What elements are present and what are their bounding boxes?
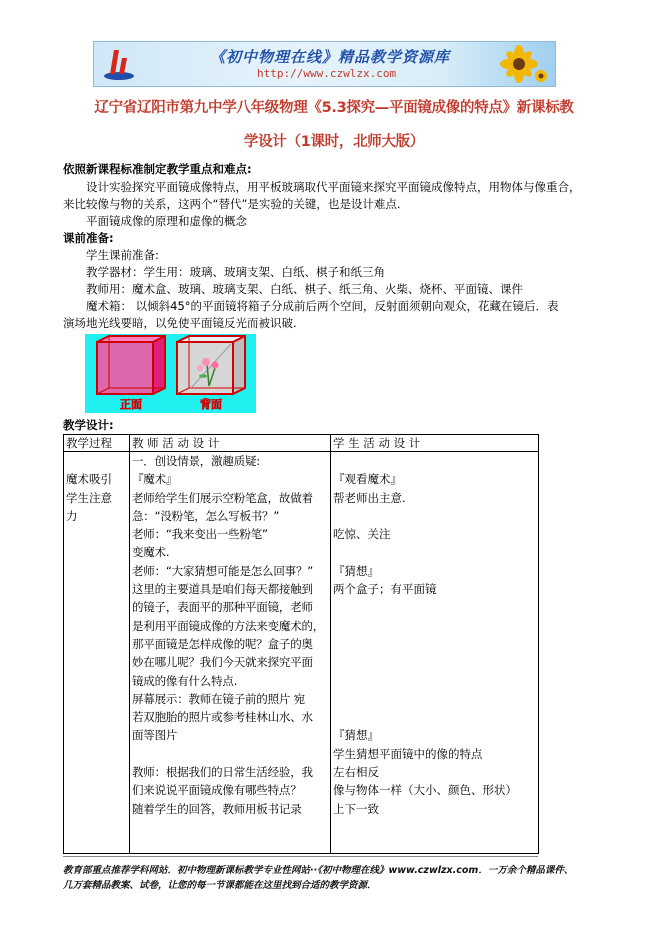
student-line — [333, 452, 536, 470]
preparation-heading: 课前准备: — [63, 231, 114, 245]
key-points-text: 来比较像与物的关系，这两个“替代”是实验的关键，也是设计难点. — [63, 197, 401, 211]
teacher-line: 镜成的像有什么特点. — [132, 673, 238, 688]
teacher-activity-cell — [130, 452, 331, 854]
teacher-line: 教师：根据我们的日常生活经验，我 — [132, 765, 313, 780]
student-line: 上下一致 — [333, 801, 379, 816]
back-label: 背面 — [200, 398, 222, 411]
column-header: 教学过程 — [64, 435, 130, 452]
key-points-heading: 依照新课程标准制定教学重点和难点: — [63, 162, 252, 176]
preparation-text: 教师用：魔术盒、玻璃、玻璃支架、白纸、棋子、纸三角、火柴、烧杯、平面镜、课件 — [86, 282, 523, 296]
teacher-line: 『魔术』 — [132, 472, 178, 487]
student-line: 学生猜想平面镜中的像的特点 — [333, 746, 483, 761]
student-line — [333, 598, 536, 616]
document-title-line-1: 辽宁省辽阳市第九中学八年级物理《5.3探究—平面镜成像的特点》新课标教 — [94, 100, 574, 116]
column-header: 教 师 活 动 设 计 — [130, 435, 331, 452]
teacher-line: 一．创设情景，激趣质疑: — [132, 454, 260, 468]
teacher-line: 急：“没粉笔，怎么写板书？” — [132, 508, 280, 523]
student-line — [333, 672, 536, 690]
key-points-text: 平面镜成像的原理和虚像的概念 — [86, 214, 247, 228]
banner-url[interactable]: http://www.czwlzx.com — [257, 67, 397, 80]
design-heading: 教学设计: — [63, 418, 114, 432]
teacher-line: 老师：“大家猜想可能是怎么回事？” — [132, 563, 314, 578]
teacher-line: 面等图片 — [132, 728, 178, 743]
key-points-text: 设计实验探究平面镜成像特点，用平板玻璃取代平面镜来探究平面镜成像特点，用物体与像重合， — [86, 180, 581, 194]
student-line — [333, 543, 536, 561]
teacher-line: 老师：“我来变出一些粉笔” — [132, 527, 268, 542]
teacher-line: 是利用平面镜成像的方法来变魔术的， — [132, 618, 325, 633]
stage-line: 学生注意 — [66, 490, 112, 505]
magic-box-back — [177, 336, 245, 394]
student-line: 左右相反 — [333, 765, 379, 780]
footer-divider — [63, 856, 538, 857]
sunflower-icon — [489, 44, 549, 84]
student-line — [333, 635, 536, 653]
lesson-plan-table — [63, 434, 539, 854]
preparation-text: 学生课前准备: — [86, 248, 159, 262]
student-line: 吃惊、关注 — [333, 527, 391, 542]
magic-box-figure — [85, 334, 256, 413]
student-line: 两个盒子；有平面镜 — [333, 582, 437, 597]
student-line: 像与物体一样（大小、颜色、形状） — [333, 783, 517, 798]
student-line — [333, 690, 536, 708]
site-logo-icon — [102, 46, 136, 82]
front-label: 正面 — [120, 398, 142, 411]
preparation-text: 演场地光线要暗，以免使平面镜反光而被识破. — [63, 316, 297, 330]
magic-box-front — [97, 336, 165, 394]
document-title-line-2: 学设计（1课时，北师大版） — [243, 134, 425, 150]
teacher-line: 老师给学生们展示空粉笔盒，故做着 — [132, 490, 313, 505]
header-banner — [93, 41, 556, 87]
banner-title: 《初中物理在线》精品教学资源库 — [210, 48, 451, 66]
student-line — [333, 708, 536, 726]
student-line: 『猜想』 — [333, 563, 379, 578]
footer-line: 教育部重点推荐学科网站．初中物理新课标教学专业性网站··《初中物理在线》www.czwlzx.com．一万余个精品课件、 — [63, 865, 574, 876]
student-line — [333, 617, 536, 635]
table-row — [64, 452, 539, 854]
teacher-line: 若双胞胎的照片或参考桂林山水、水 — [132, 710, 313, 725]
teacher-line: 们来说说平面镜成像有哪些特点？ — [132, 783, 302, 798]
teacher-line: 这里的主要道具是咱们每天都接触到 — [132, 582, 313, 597]
student-activity-cell — [331, 452, 539, 854]
preparation-text: 教学器材：学生用：玻璃、玻璃支架、白纸、棋子和纸三角 — [86, 265, 385, 279]
student-line: 『猜想』 — [333, 728, 379, 743]
table-header-row — [64, 435, 539, 452]
teacher-line: 随着学生的回答，教师用板书记录 — [132, 801, 302, 816]
teacher-line: 屏幕展示：教师在镜子前的照片 宛 — [132, 691, 305, 706]
teacher-line: 变魔术. — [132, 545, 170, 560]
page-footer — [63, 863, 573, 893]
stage-line: 魔术吸引 — [66, 472, 112, 487]
teacher-line: 妙在哪儿呢？我们今天就来探究平面 — [132, 655, 313, 670]
footer-line: 几万套精品教案、试卷，让您的每一节课都能在这里找到合适的教学资源． — [63, 880, 377, 891]
student-line: 『观看魔术』 — [333, 472, 402, 487]
student-line: 帮老师出主意. — [333, 490, 406, 505]
column-header: 学 生 活 动 设 计 — [331, 435, 539, 452]
teacher-line — [132, 745, 328, 763]
teacher-line: 那平面镜是怎样成像的呢？盒子的奥 — [132, 636, 313, 651]
student-line — [333, 653, 536, 671]
stage-cell — [64, 452, 130, 854]
student-line — [333, 507, 536, 525]
preparation-text: 魔术箱： 以倾斜45°的平面镜将箱子分成前后两个空间，反射面须朝向观众，花藏在镜后．表 — [86, 299, 559, 313]
teacher-line: 的镜子，表面平的那种平面镜，老师 — [132, 600, 313, 615]
stage-line: 力 — [66, 508, 78, 523]
magic-box-diagram — [85, 334, 256, 413]
